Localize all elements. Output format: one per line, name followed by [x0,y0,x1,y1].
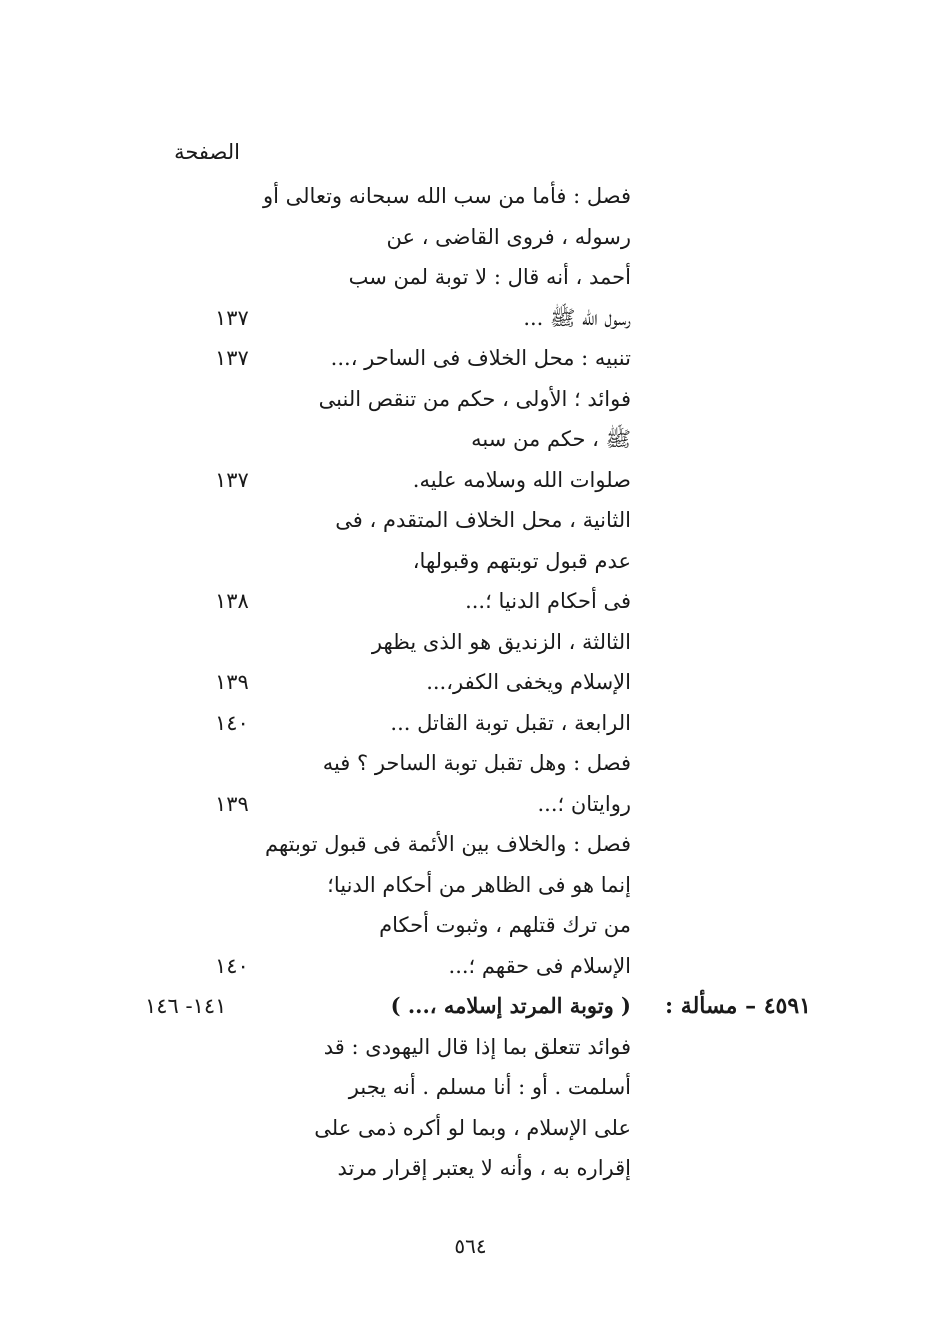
entry-line [0,541,941,582]
issue-title: ( وتوبة المرتد إسلامه ،... ) [390,993,631,1018]
entry-line-text: الإسلام ويخفى الكفر،... [426,670,631,694]
entry-page-number: ١٤٠ [215,953,249,978]
entry-line [0,176,941,217]
entry-line [0,1027,941,1068]
entry-line-text: رسول الله ﷺ ... [523,305,631,330]
entry-line [0,1067,941,1108]
index-entry [0,743,941,824]
entry-line [0,257,941,298]
entry-line [0,905,941,946]
entry-page-number: ١٣٧ [215,305,249,330]
entry-line [0,1108,941,1149]
entry-line [0,824,941,865]
entry-line [0,460,941,501]
entry-page-number: ١٤٠ [215,710,249,735]
index-entry [0,703,941,744]
entry-line [0,500,941,541]
issue-page-range: ١٤١- ١٤٦ [145,994,227,1018]
index-entry [0,824,941,986]
entry-page-number: ١٣٩ [215,670,249,694]
entry-line-text: ﷺ ، حكم من سبه [471,427,631,451]
entry-line [0,419,941,460]
entry-line-text: فى أحكام الدنيا ؛... [465,589,631,613]
entry-line-text: صلوات الله وسلامه عليه. [412,467,631,492]
entry-line [0,662,941,703]
entry-page-number: ١٣٨ [215,589,249,613]
entry-line-text: الثالثة ، الزنديق هو الذى يظهر [371,629,631,654]
entry-line [0,865,941,906]
entry-line-text: إقراره به ، وأنه لا يعتبر إقرار مرتد [337,1156,631,1180]
entry-line [0,1148,941,1189]
entry-line-text: من ترك قتلهم ، وثبوت أحكام [379,913,631,937]
entry-line [0,379,941,420]
entry-line-text: أسلمت . أو : أنا مسلم . أنه يجبر [348,1075,631,1099]
entry-page-number: ١٣٧ [215,467,249,492]
entry-line-text: الإسلام فى حقهم ؛... [448,953,631,978]
entry-line-text: رسوله ، فروى القاضى ، عن [386,224,631,249]
entry-line [0,298,941,339]
footer-page-number: ٥٦٤ [454,1234,487,1258]
entry-line-text: فصل : والخلاف بين الأئمة فى قبول توبتهم [265,832,631,856]
entry-line [0,703,941,744]
index-entry [0,500,941,622]
entry-line-text: أحمد ، أنه قال : لا توبة لمن سب [348,265,631,289]
entry-line-text: الرابعة ، تقبل توبة القاتل ... [390,710,631,735]
entry-line [0,581,941,622]
index-entry [0,338,941,379]
entry-line-text: إنما هو فى الظاهر من أحكام الدنيا؛ [327,872,631,897]
entry-line-text: فصل : وهل تقبل توبة الساحر ؟ فيه [322,751,631,775]
entry-page-number: ١٣٧ [215,346,249,370]
index-entry [0,176,941,338]
entry-line [0,622,941,663]
entry-line [0,743,941,784]
entry-line [0,946,941,987]
index-entry [0,1027,941,1189]
page-column-header: الصفحة [174,140,240,164]
entry-page-number: ١٣٩ [215,791,249,816]
entry-line-text: الثانية ، محل الخلاف المتقدم ، فى [335,508,631,532]
entry-line-text: تنبيه : محل الخلاف فى الساحر ،... [330,346,631,370]
entry-line-text: فوائد ؛ الأولى ، حكم من تنقص النبى [318,386,631,411]
index-entry [0,379,941,501]
entry-line [0,217,941,258]
entry-line-text: فوائد تتعلق بما إذا قال اليهودى : قد [323,1034,631,1059]
entry-line [0,338,941,379]
entry-line-text: روايتان ؛... [537,791,631,816]
index-entries [0,176,941,1189]
entry-line-text: فصل : فأما من سب الله سبحانه وتعالى أو [263,184,631,208]
issue-number-label: ٤٥٩١ – مسألة : [665,993,811,1019]
index-entry [0,622,941,703]
issue-heading [0,986,941,1027]
entry-line-text: على الإسلام ، وبما لو أكره ذمى على [314,1115,631,1140]
entry-line [0,784,941,825]
entry-line-text: عدم قبول توبتهم وقبولها، [412,548,631,573]
